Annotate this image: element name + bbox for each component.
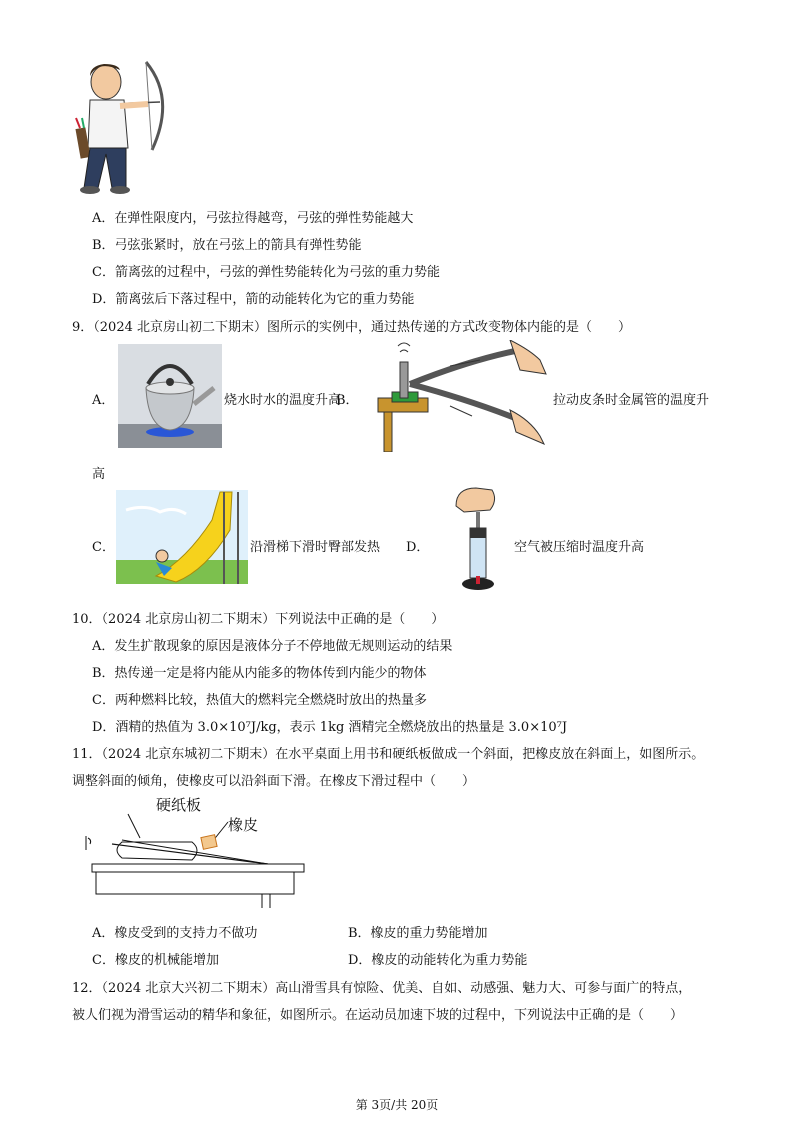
q11-option-b: B．橡皮的重力势能增加 <box>348 926 488 941</box>
q10-option-c: C．两种燃料比较，热值大的燃料完全燃烧时放出的热量多 <box>92 693 427 708</box>
q12-stem-line1: 12．（2024 北京大兴初二下期末）高山滑雪具有惊险、优美、自如、动感强、魅力大、可参与面广的特点， <box>72 981 692 996</box>
page-footer: 第 3页/共 20页 <box>355 1098 439 1112</box>
q8-option-d: D．箭离弦后下落过程中，箭的动能转化为它的重力势能 <box>92 292 415 307</box>
label-hard-board: 硬纸板 <box>156 796 202 814</box>
q9-b-label: B． <box>336 393 359 408</box>
q9-c-text: 沿滑梯下滑时臀部发热 <box>250 540 381 555</box>
q8-option-a: A．在弹性限度内，弓弦拉得越弯，弓弦的弹性势能越大 <box>92 211 414 226</box>
q11-option-d: D．橡皮的动能转化为重力势能 <box>348 953 528 968</box>
label-eraser: 橡皮 <box>228 816 259 834</box>
kettle-image <box>118 344 222 448</box>
q10-option-d: D．酒精的热值为 3.0×10⁷J/kg，表示 1kg 酒精完全燃烧放出的热量是 3.0×10⁷J <box>92 720 568 735</box>
q9-a-text: 烧水时水的温度升高 <box>224 393 342 408</box>
metal-tube-image <box>370 340 550 452</box>
q10-option-a: A．发生扩散现象的原因是液体分子不停地做无规则运动的结果 <box>92 639 453 654</box>
pump-image <box>450 486 510 596</box>
q9-a-label: A． <box>92 393 115 408</box>
q9-stem: 9．（2024 北京房山初二下期末）图所示的实例中，通过热传递的方式改变物体内能的是（ ） <box>72 320 631 335</box>
q9-d-label: D． <box>406 540 430 555</box>
q9-b-text: 拉动皮条时金属管的温度升 <box>553 393 710 408</box>
q9-c-label: C． <box>92 540 115 555</box>
q11-stem-line1: 11．（2024 北京东城初二下期末）在水平桌面上用书和硬纸板做成一个斜面，把橡皮放在斜面上，如图所示。 <box>72 747 705 762</box>
q11-stem-line2: 调整斜面的倾角，使橡皮可以沿斜面下滑。在橡皮下滑过程中（ ） <box>72 774 476 789</box>
q10-stem: 10．（2024 北京房山初二下期末）下列说法中正确的是（ ） <box>72 612 445 627</box>
q10-option-b: B．热传递一定是将内能从内能多的物体传到内能少的物体 <box>92 666 427 681</box>
archer-illustration <box>68 58 178 198</box>
q9-d-text: 空气被压缩时温度升高 <box>514 540 645 555</box>
q11-option-a: A．橡皮受到的支持力不做功 <box>92 926 258 941</box>
q9-b-continued: 高 <box>92 467 106 482</box>
q12-stem-line2: 被人们视为滑雪运动的精华和象征，如图所示。在运动员加速下坡的过程中，下列说法中正确的是（ ） <box>72 1008 684 1023</box>
q11-option-c: C．橡皮的机械能增加 <box>92 953 219 968</box>
slide-image <box>116 490 248 584</box>
q8-option-c: C．箭离弦的过程中，弓弦的弹性势能转化为弓弦的重力势能 <box>92 265 440 280</box>
q8-option-b: B．弓弦张紧时，放在弓弦上的箭具有弹性势能 <box>92 238 362 253</box>
